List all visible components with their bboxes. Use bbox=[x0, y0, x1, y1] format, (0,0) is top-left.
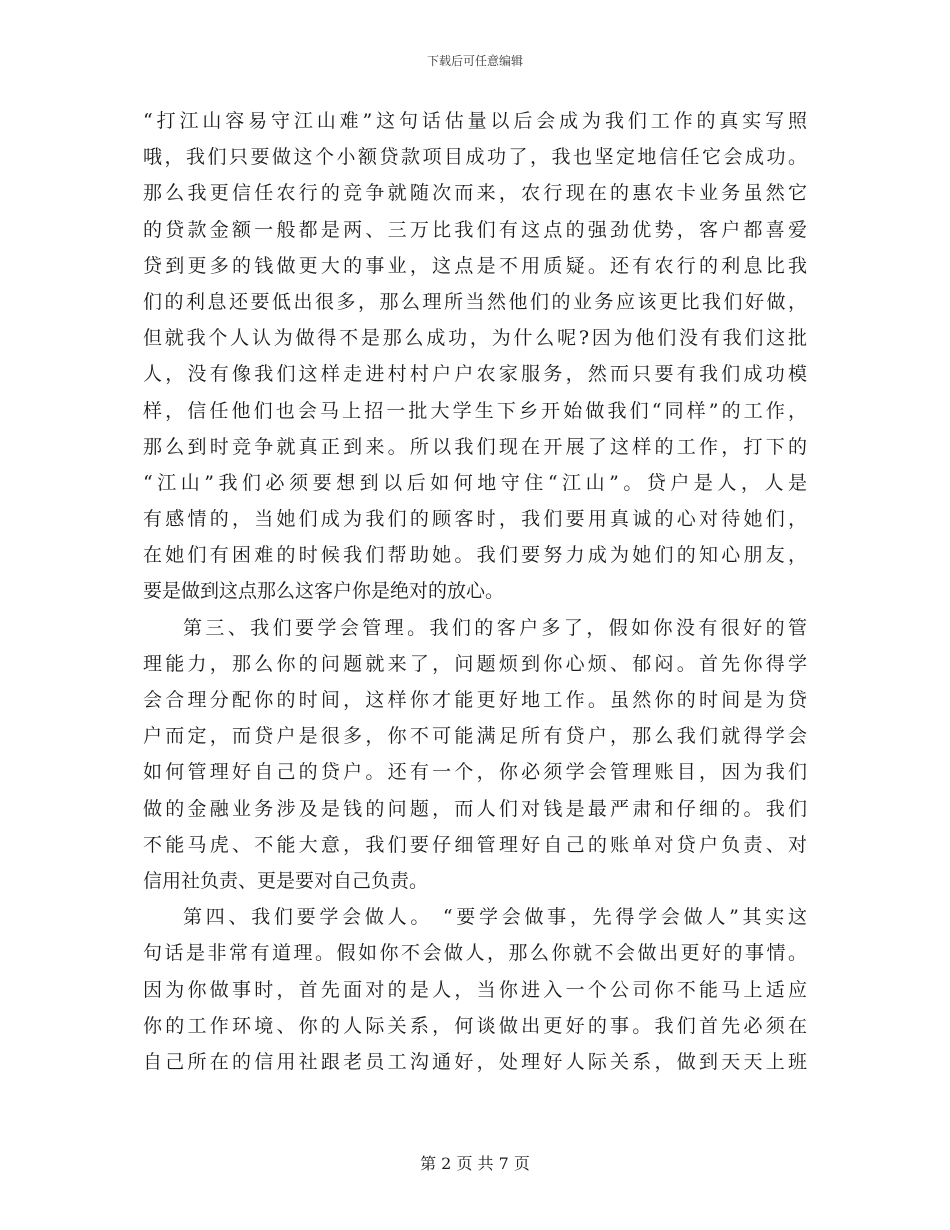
text-line: 的贷款金额一般都是两、三万比我们有这点的强劲优势，客户都喜爱 bbox=[143, 218, 807, 241]
text-line: 你的工作环境、你的人际关系，何谈做出更好的事。我们首先必须在 bbox=[143, 1014, 807, 1037]
text-line: 们的利息还要低出很多，那么理所当然他们的业务应该更比我们好做， bbox=[143, 290, 807, 313]
text-line: 那么我更信任农行的竞争就随次而来，农行现在的惠农卡业务虽然它 bbox=[143, 182, 807, 205]
text-line: 信用社负责、更是要对自己负责。 bbox=[143, 869, 429, 892]
text-line: “江山”我们必须要想到以后如何地守住“江山”。贷户是人，人是 bbox=[143, 471, 807, 494]
text-line: 贷到更多的钱做更大的事业，这点是不用质疑。还有农行的利息比我 bbox=[143, 254, 807, 277]
text-line: 做的金融业务涉及是钱的问题，而人们对钱是最严肃和仔细的。我们 bbox=[143, 797, 807, 820]
text-line: 有感情的，当她们成为我们的顾客时，我们要用真诚的心对待她们， bbox=[143, 508, 807, 531]
text-line: 人，没有像我们这样走进村村户户农家服务，然而只要有我们成功模 bbox=[143, 363, 807, 386]
text-line: 在她们有困难的时候我们帮助她。我们要努力成为她们的知心朋友， bbox=[143, 544, 807, 567]
text-line: 样，信任他们也会马上招一批大学生下乡开始做我们“同样”的工作， bbox=[143, 399, 807, 422]
text-line: 但就我个人认为做得不是那么成功，为什么呢?因为他们没有我们这批 bbox=[143, 327, 807, 350]
text-line: “打江山容易守江山难”这句话估量以后会成为我们工作的真实写照 bbox=[143, 110, 807, 132]
text-line: 如何管理好自己的贷户。还有一个，你必须学会管理账目，因为我们 bbox=[143, 761, 807, 784]
document-body bbox=[143, 103, 807, 1080]
page-number-footer: 第 2 页 共 7 页 bbox=[420, 1154, 530, 1173]
text-line: 哦，我们只要做这个小额贷款项目成功了，我也坚定地信任它会成功。 bbox=[143, 146, 807, 169]
text-line: 不能马虎、不能大意，我们要仔细管理好自己的账单对贷户负责、对 bbox=[143, 833, 807, 856]
text-line: 第四、我们要学会做人。 “要学会做事，先得学会做人”其实这 bbox=[183, 906, 807, 929]
text-line: 会合理分配你的时间，这样你才能更好地工作。虽然你的时间是为贷 bbox=[143, 689, 807, 711]
text-line: 户而定，而贷户是很多，你不可能满足所有贷户，那么我们就得学会 bbox=[143, 725, 807, 748]
text-line: 要是做到这点那么这客户你是绝对的放心。 bbox=[143, 580, 505, 603]
text-line: 第三、我们要学会管理。我们的客户多了，假如你没有很好的管 bbox=[183, 616, 807, 639]
text-line: 自己所在的信用社跟老员工沟通好，处理好人际关系，做到天天上班 bbox=[143, 1050, 807, 1073]
text-line: 句话是非常有道理。假如你不会做人，那么你就不会做出更好的事情。 bbox=[143, 942, 807, 965]
text-line: 理能力，那么你的问题就来了，问题烦到你心烦、郁闷。首先你得学 bbox=[143, 652, 807, 675]
page-header-note: 下载后可任意编辑 bbox=[426, 54, 523, 68]
text-line: 因为你做事时，首先面对的是人，当你进入一个公司你不能马上适应 bbox=[143, 978, 807, 1001]
text-line: 那么到时竞争就真正到来。所以我们现在开展了这样的工作，打下的 bbox=[143, 435, 807, 458]
